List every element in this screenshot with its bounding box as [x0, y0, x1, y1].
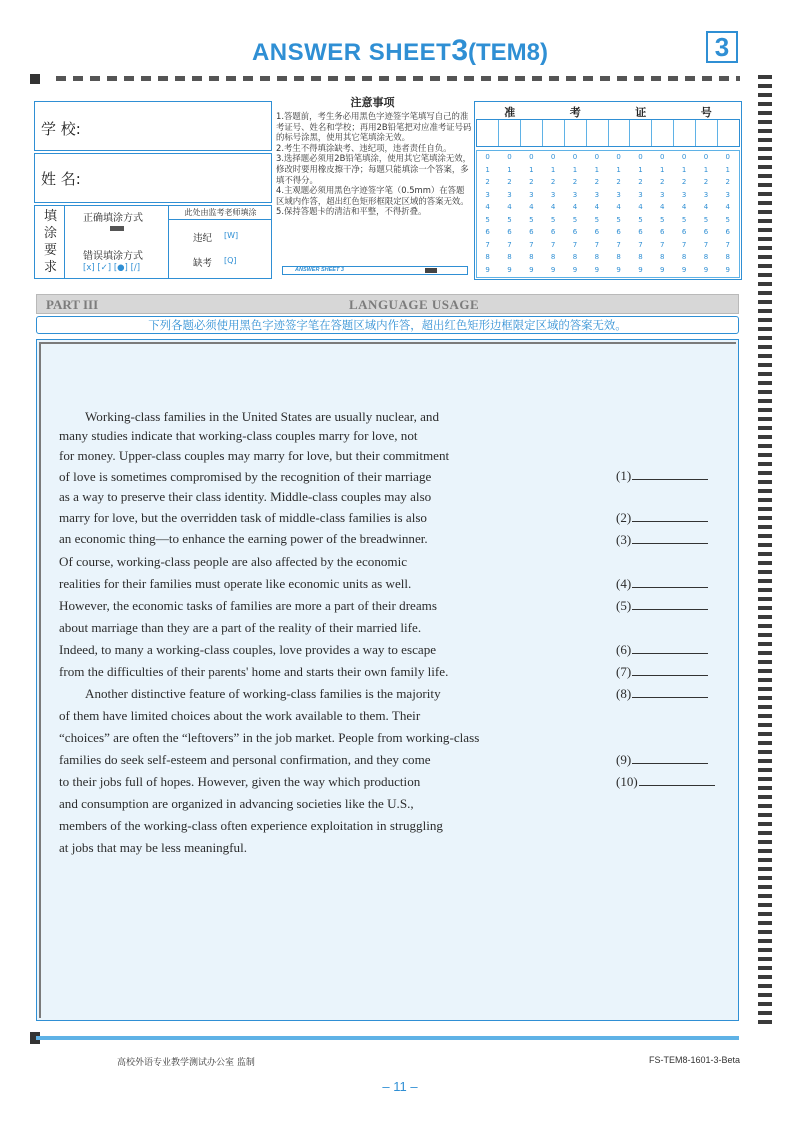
- digit-bubble[interactable]: 7: [703, 240, 709, 249]
- digit-bubble[interactable]: 6: [681, 228, 687, 237]
- passage-line: However, the economic tasks of families are more a part of their dreams: [59, 598, 437, 613]
- digit-bubble[interactable]: 1: [594, 165, 600, 174]
- digit-bubble[interactable]: 8: [725, 253, 731, 262]
- digit-bubble[interactable]: 7: [616, 240, 622, 249]
- digit-bubble[interactable]: 2: [681, 178, 687, 187]
- wrong-fill-label: 错误填涂方式: [83, 251, 143, 262]
- digit-bubble[interactable]: 6: [572, 228, 578, 237]
- digit-bubble[interactable]: 3: [725, 190, 731, 199]
- digit-bubble[interactable]: 8: [681, 253, 687, 262]
- digit-bubble[interactable]: 7: [725, 240, 731, 249]
- blank-number: (4): [616, 576, 632, 591]
- digit-bubble[interactable]: 2: [660, 178, 666, 187]
- title-prefix: ANSWER SHEET: [251, 39, 452, 66]
- answer-blank[interactable]: [616, 598, 708, 614]
- digit-bubble[interactable]: 0: [507, 153, 513, 161]
- passage-line: Another distinctive feature of working-class families is the majority: [85, 686, 441, 701]
- answer-blank[interactable]: [616, 642, 708, 658]
- digit-bubble[interactable]: 9: [572, 265, 578, 274]
- bubble-column: [717, 151, 739, 277]
- exam-digit-cell[interactable]: [477, 120, 499, 146]
- passage-line: from the difficulties of their parents' home and starts their own family life.: [59, 664, 449, 679]
- digit-bubble[interactable]: 4: [703, 203, 709, 212]
- digit-bubble[interactable]: 5: [594, 215, 600, 224]
- passage-line: an economic thing—to enhance the earning power of the breadwinner.: [59, 531, 428, 546]
- digit-bubble[interactable]: 1: [681, 165, 687, 174]
- digit-bubble[interactable]: 8: [550, 253, 556, 262]
- passage-line: many studies indicate that working-class couples marry for love, not: [59, 428, 418, 443]
- digit-bubble[interactable]: 5: [529, 215, 535, 224]
- digit-bubble[interactable]: 1: [529, 165, 535, 174]
- answer-blank[interactable]: [616, 576, 708, 592]
- digit-bubble[interactable]: 0: [660, 153, 666, 161]
- answer-sheet-tag-text: ANSWER SHEET 3: [295, 267, 344, 273]
- answer-blank[interactable]: [616, 664, 708, 680]
- digit-bubble[interactable]: 1: [638, 165, 644, 174]
- blank-underline[interactable]: [632, 666, 708, 676]
- digit-bubble[interactable]: 0: [638, 153, 644, 161]
- exam-number-title: 准 考 证 号: [504, 106, 712, 119]
- blank-underline[interactable]: [632, 534, 708, 544]
- digit-bubble[interactable]: 4: [529, 203, 535, 212]
- notice-item: 5.保持答题卡的清洁和平整，不得折叠。: [276, 206, 427, 217]
- digit-bubble[interactable]: 6: [703, 228, 709, 237]
- passage-line: as a way to preserve their class identity. Middle-class couples may also: [59, 489, 432, 504]
- digit-bubble[interactable]: 9: [725, 265, 731, 274]
- digit-bubble[interactable]: 3: [660, 190, 666, 199]
- exam-digit-cell[interactable]: [609, 120, 631, 146]
- footer-code: FS-TEM8-1601-3-Beta: [648, 1055, 740, 1065]
- digit-bubble[interactable]: 9: [507, 265, 513, 274]
- passage-line: marry for love, but the overridden task of middle-class families is also: [59, 510, 427, 525]
- blank-number: (9): [616, 752, 632, 767]
- digit-bubble[interactable]: 3: [572, 190, 578, 199]
- proctor-label: 此处由监考老师填涂: [169, 206, 272, 220]
- digit-bubble[interactable]: 6: [550, 228, 556, 237]
- digit-bubble[interactable]: 0: [572, 153, 578, 161]
- exam-digit-cell[interactable]: [674, 120, 696, 146]
- digit-bubble[interactable]: 0: [485, 153, 491, 161]
- blank-underline[interactable]: [632, 688, 708, 698]
- timing-dashes: [56, 76, 740, 81]
- notice-item: 2.考生不得填涂缺考、违纪项，违者责任自负。: [276, 142, 452, 153]
- digit-bubble[interactable]: 3: [703, 190, 709, 199]
- name-box[interactable]: [34, 153, 272, 203]
- digit-bubble[interactable]: 4: [725, 203, 731, 212]
- passage-line: of love is sometimes compromised by the recognition of their marriage: [59, 469, 432, 484]
- digit-bubble[interactable]: 7: [507, 240, 513, 249]
- blank-number: (2): [616, 510, 632, 525]
- digit-bubble[interactable]: 1: [703, 165, 709, 174]
- answer-sheet-tag: [282, 266, 468, 275]
- sheet-title: [0, 34, 800, 68]
- digit-bubble[interactable]: 7: [485, 240, 491, 249]
- passage-line: at jobs that may be less meaningful.: [59, 840, 247, 855]
- digit-bubble[interactable]: 8: [638, 253, 644, 262]
- digit-bubble[interactable]: 6: [594, 228, 600, 237]
- correct-fill-mark: [110, 226, 124, 231]
- digit-bubble[interactable]: 1: [660, 165, 666, 174]
- title-suffix: (TEM8): [468, 39, 549, 66]
- digit-bubble[interactable]: 5: [507, 215, 513, 224]
- digit-bubble[interactable]: 5: [725, 215, 731, 224]
- notice-list: [276, 111, 472, 217]
- digit-bubble[interactable]: 7: [681, 240, 687, 249]
- passage-line: members of the working-class often experience exploitation in struggling: [59, 818, 443, 833]
- passage-line: of them have limited choices about the work available to them. Their: [59, 708, 421, 723]
- footer-issuer: 高校外语专业教学测试办公室 监制: [117, 1058, 255, 1068]
- digit-bubble[interactable]: 3: [550, 190, 556, 199]
- part-bar: [36, 294, 739, 314]
- digit-bubble[interactable]: 6: [660, 228, 666, 237]
- digit-bubble[interactable]: 5: [550, 215, 556, 224]
- timing-square: [30, 74, 40, 84]
- digit-bubble[interactable]: 2: [703, 178, 709, 187]
- blank-underline[interactable]: [632, 644, 708, 654]
- digit-bubble[interactable]: 5: [681, 215, 687, 224]
- digit-bubble[interactable]: 9: [703, 265, 709, 274]
- name-label: 姓 名:: [41, 170, 81, 188]
- digit-bubble[interactable]: 7: [638, 240, 644, 249]
- digit-bubble[interactable]: 3: [485, 190, 491, 199]
- digit-bubble[interactable]: 0: [529, 153, 535, 161]
- digit-bubble[interactable]: 6: [507, 228, 513, 237]
- bubble-column: [521, 151, 543, 277]
- blank-number: (10): [616, 774, 638, 789]
- passage-line: for money. Upper-class couples may marry for love, but their commitment: [59, 448, 450, 463]
- absent-mark[interactable]: [Q]: [224, 256, 237, 265]
- blank-underline[interactable]: [632, 578, 708, 588]
- digit-bubble[interactable]: 5: [616, 215, 622, 224]
- blank-number: (1): [616, 468, 632, 483]
- bubble-column: [673, 151, 695, 277]
- exam-digit-cell[interactable]: [521, 120, 543, 146]
- digit-bubble[interactable]: 6: [485, 228, 491, 237]
- exam-digit-cell[interactable]: [587, 120, 609, 146]
- violation-label: 违纪: [193, 233, 213, 244]
- blank-number: (8): [616, 686, 632, 701]
- digit-bubble[interactable]: 2: [572, 178, 578, 187]
- blank-underline[interactable]: [639, 776, 715, 786]
- answer-blank[interactable]: [616, 752, 708, 768]
- digit-bubble[interactable]: 5: [572, 215, 578, 224]
- blank-underline[interactable]: [632, 470, 708, 480]
- digit-bubble[interactable]: 6: [616, 228, 622, 237]
- bubble-column: [608, 151, 630, 277]
- exam-digit-cell[interactable]: [543, 120, 565, 146]
- passage-line: Indeed, to many a working-class couples, love provides a way to escape: [59, 642, 437, 657]
- digit-bubble[interactable]: 8: [529, 253, 535, 262]
- digit-bubble[interactable]: 3: [594, 190, 600, 199]
- digit-bubble[interactable]: 5: [703, 215, 709, 224]
- passage-line: Working-class families in the United States are usually nuclear, and: [85, 409, 440, 424]
- bubble-column: [652, 151, 674, 277]
- digit-bubble[interactable]: 7: [529, 240, 535, 249]
- passage-line: Of course, working-class people are also affected by the economic: [59, 554, 408, 569]
- digit-bubble[interactable]: 6: [725, 228, 731, 237]
- digit-bubble[interactable]: 0: [725, 153, 731, 161]
- part-label: PART III: [46, 297, 99, 312]
- digit-bubble[interactable]: 4: [594, 203, 600, 212]
- exam-digit-cell[interactable]: [565, 120, 587, 146]
- passage-line: families do seek self-esteem and personal confirmation, and they come: [59, 752, 431, 767]
- digit-bubble[interactable]: 7: [572, 240, 578, 249]
- fill-req-label: 填 涂 要 求: [44, 209, 58, 275]
- fill-req-label-cell: [35, 206, 65, 278]
- digit-bubble[interactable]: 9: [616, 265, 622, 274]
- bottom-rule: [36, 1036, 739, 1040]
- passage-line: to their jobs full of hopes. However, given the way which production: [59, 774, 421, 789]
- digit-bubble[interactable]: 3: [681, 190, 687, 199]
- notice-item: 3.选择题必须用2B铅笔填涂，使用其它笔填涂无效，修改时要用橡皮擦干净；每题只能填涂一个答案，多填不得分。: [276, 153, 471, 185]
- digit-bubble[interactable]: 8: [572, 253, 578, 262]
- digit-bubble[interactable]: 0: [703, 153, 709, 161]
- title-number: 3: [451, 34, 469, 67]
- part-instruction: 下列各题必须使用黑色字迹签字笔在答题区域内作答，超出红色矩形边框限定区域的答案无效。: [36, 316, 739, 334]
- blank-underline[interactable]: [632, 754, 708, 764]
- blank-number: (6): [616, 642, 632, 657]
- digit-bubble[interactable]: 5: [660, 215, 666, 224]
- exam-digit-cell[interactable]: [652, 120, 674, 146]
- digit-bubble[interactable]: 2: [638, 178, 644, 187]
- digit-bubble[interactable]: 4: [550, 203, 556, 212]
- digit-bubble[interactable]: 9: [660, 265, 666, 274]
- digit-bubble[interactable]: 2: [550, 178, 556, 187]
- blank-underline[interactable]: [632, 512, 708, 522]
- answer-blank[interactable]: [616, 532, 708, 548]
- school-box[interactable]: [34, 101, 272, 151]
- digit-bubble[interactable]: 5: [638, 215, 644, 224]
- digit-bubble[interactable]: 7: [660, 240, 666, 249]
- digit-bubble[interactable]: 3: [638, 190, 644, 199]
- bubble-column: [695, 151, 717, 277]
- digit-bubble[interactable]: 9: [529, 265, 535, 274]
- digit-bubble[interactable]: 3: [507, 190, 513, 199]
- digit-bubble[interactable]: 2: [594, 178, 600, 187]
- digit-bubble[interactable]: 2: [507, 178, 513, 187]
- digit-bubble[interactable]: 8: [703, 253, 709, 262]
- tag-mark: [425, 268, 437, 273]
- digit-bubble[interactable]: 4: [485, 203, 491, 212]
- passage-line: and consumption are organized in advancing societies like the U.S.,: [59, 796, 414, 811]
- answer-blank[interactable]: [616, 686, 708, 702]
- passage-line: “choices” are often the “leftovers” in the job market. People from working-class: [59, 730, 480, 745]
- blank-underline[interactable]: [632, 600, 708, 610]
- correct-fill-label: 正确填涂方式: [83, 213, 143, 224]
- digit-bubble[interactable]: 2: [725, 178, 731, 187]
- exam-digit-cell[interactable]: [499, 120, 521, 146]
- notice-title: 注意事项: [350, 96, 395, 109]
- digit-bubble[interactable]: 0: [681, 153, 687, 161]
- absent-label: 缺考: [193, 258, 213, 269]
- digit-bubble[interactable]: 4: [681, 203, 687, 212]
- digit-bubble[interactable]: 9: [681, 265, 687, 274]
- digit-bubble[interactable]: 0: [594, 153, 600, 161]
- digit-bubble[interactable]: 8: [594, 253, 600, 262]
- digit-bubble[interactable]: 9: [550, 265, 556, 274]
- passage-line: realities for their families must operate like economic units as well.: [59, 576, 412, 591]
- digit-bubble[interactable]: 7: [594, 240, 600, 249]
- answer-blank[interactable]: [616, 468, 708, 484]
- digit-bubble[interactable]: 1: [572, 165, 578, 174]
- digit-bubble[interactable]: 9: [485, 265, 491, 274]
- blank-number: (5): [616, 598, 632, 613]
- notice-item: 4.主观题必须用黑色字迹签字笔（0.5mm）在答题区域内作答，超出红色矩形框限定区域的答案无效。: [276, 185, 469, 206]
- digit-bubble[interactable]: 1: [725, 165, 731, 174]
- digit-bubble[interactable]: 1: [616, 165, 622, 174]
- exam-digit-cell[interactable]: [696, 120, 718, 146]
- exam-number-bubbles[interactable]: [476, 150, 740, 278]
- digit-bubble[interactable]: 8: [660, 253, 666, 262]
- digit-bubble[interactable]: 8: [507, 253, 513, 262]
- bubble-column: [499, 151, 521, 277]
- page-number: – 11 –: [382, 1079, 418, 1094]
- blank-number: (7): [616, 664, 632, 679]
- exam-number-grid[interactable]: [476, 119, 740, 147]
- digit-bubble[interactable]: 3: [616, 190, 622, 199]
- wrong-fill-marks: [x] [✓] [●] [/]: [83, 263, 141, 273]
- digit-bubble[interactable]: 5: [485, 215, 491, 224]
- proctor-cell: [168, 206, 272, 278]
- bubble-column: [542, 151, 564, 277]
- digit-bubble[interactable]: 9: [638, 265, 644, 274]
- digit-bubble[interactable]: 6: [638, 228, 644, 237]
- bubble-column: [630, 151, 652, 277]
- digit-bubble[interactable]: 4: [507, 203, 513, 212]
- digit-bubble[interactable]: 4: [616, 203, 622, 212]
- digit-bubble[interactable]: 0: [550, 153, 556, 161]
- digit-bubble[interactable]: 8: [485, 253, 491, 262]
- digit-bubble[interactable]: 1: [550, 165, 556, 174]
- digit-bubble[interactable]: 1: [485, 165, 491, 174]
- violation-mark[interactable]: [W]: [224, 231, 239, 240]
- digit-bubble[interactable]: 3: [529, 190, 535, 199]
- answer-blank[interactable]: [616, 510, 708, 526]
- school-label: 学 校:: [41, 120, 81, 138]
- digit-bubble[interactable]: 2: [529, 178, 535, 187]
- timing-marks-column: [758, 75, 772, 1025]
- digit-bubble[interactable]: 7: [550, 240, 556, 249]
- passage-line: about marriage than they are a part of the reality of their married life.: [59, 620, 422, 635]
- digit-bubble[interactable]: 8: [616, 253, 622, 262]
- bubble-column: [586, 151, 608, 277]
- digit-bubble[interactable]: 2: [616, 178, 622, 187]
- digit-bubble[interactable]: 2: [485, 178, 491, 187]
- part-name: LANGUAGE USAGE: [349, 297, 480, 312]
- corner-number-box: 3: [706, 31, 738, 63]
- digit-bubble[interactable]: 6: [529, 228, 535, 237]
- blank-number: (3): [616, 532, 632, 547]
- digit-bubble[interactable]: 4: [660, 203, 666, 212]
- fill-requirements-box: [34, 205, 272, 279]
- notice-item: 1.答题前，考生务必用黑色字迹签字笔填写自己的准考证号、姓名和学校；再用2B铅笔把对应准考证号码的标号涂黑，使用其它笔填涂无效。: [276, 111, 472, 143]
- bubble-column: [477, 151, 499, 277]
- digit-bubble[interactable]: 0: [616, 153, 622, 161]
- exam-digit-cell[interactable]: [630, 120, 652, 146]
- answer-blank[interactable]: [616, 774, 715, 790]
- digit-bubble[interactable]: 4: [572, 203, 578, 212]
- digit-bubble[interactable]: 1: [507, 165, 513, 174]
- exam-digit-cell[interactable]: [718, 120, 739, 146]
- bubble-column: [564, 151, 586, 277]
- digit-bubble[interactable]: 9: [594, 265, 600, 274]
- timing-row: [30, 74, 740, 84]
- digit-bubble[interactable]: 4: [638, 203, 644, 212]
